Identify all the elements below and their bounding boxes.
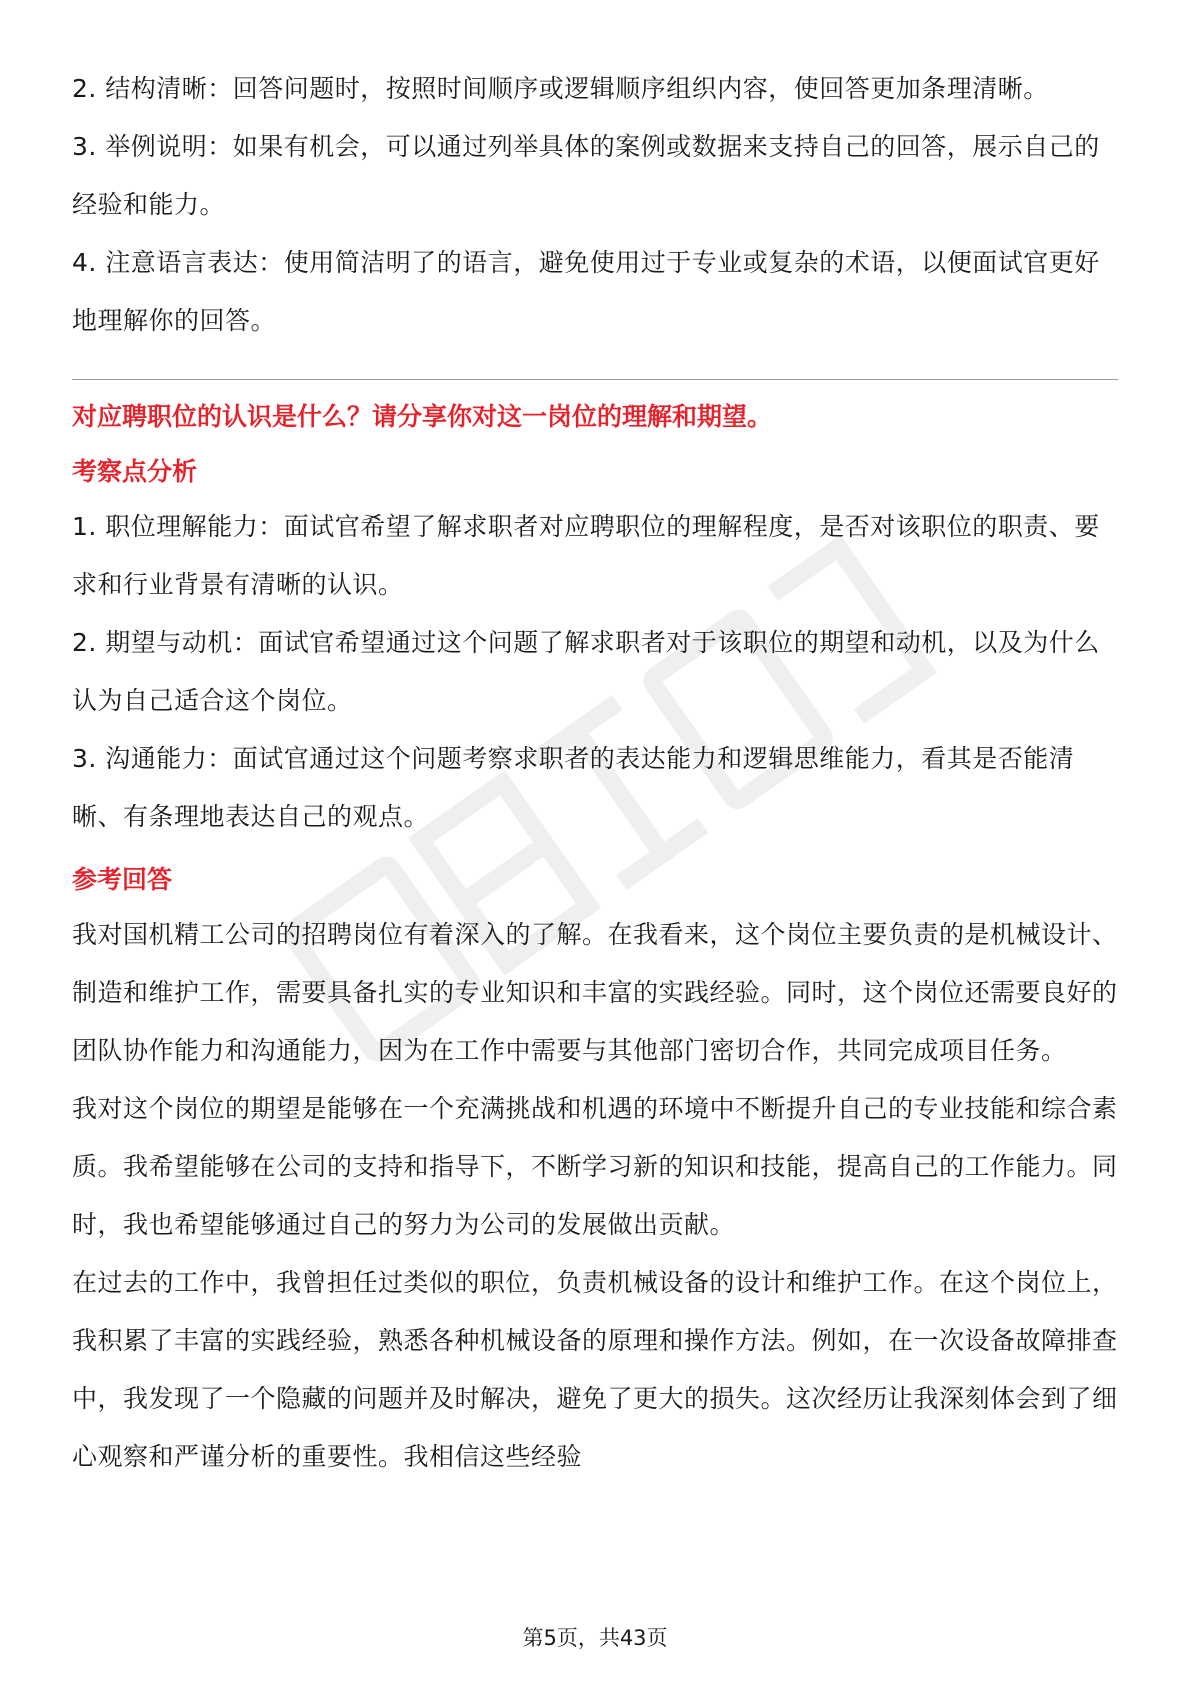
answer-heading: 参考回答 [72, 865, 173, 894]
answer-paragraph: 我对这个岗位的期望是能够在一个充满挑战和机遇的环境中不断提升自己的专业技能和综合素质。我希望能够在公司的支持和指导下，不断学习新的知识和技能，提高自己的工作能力。同时，我也希望能够通过自己的努力为公司的发展做出贡献。 [72, 1094, 1118, 1239]
section-divider [72, 379, 1118, 380]
answer-paragraph: 我对国机精工公司的招聘岗位有着深入的了解。在我看来，这个岗位主要负责的是机械设计、制造和维护工作，需要具备扎实的专业知识和丰富的实践经验。同时，这个岗位还需要良好的团队协作能力和沟通能力，因为在工作中需要与其他部门密切合作，共同完成项目任务。 [72, 920, 1118, 1065]
page-number: 第5页，共43页 [522, 1626, 668, 1650]
question-title: 对应聘职位的认识是什么？请分享你对这一岗位的理解和期望。 [72, 402, 773, 431]
analysis-list [72, 498, 1118, 846]
list-item: 3. 举例说明：如果有机会，可以通过列举具体的案例或数据来支持自己的回答，展示自己的经验和能力。 [72, 132, 1100, 219]
list-item: 1. 职位理解能力：面试官希望了解求职者对应聘职位的理解程度，是否对该职位的职责、要求和行业背景有清晰的认识。 [72, 512, 1100, 599]
previous-section-list [72, 60, 1118, 350]
list-item: 2. 期望与动机：面试官希望通过这个问题了解求职者对于该职位的期望和动机，以及为什么认为自己适合这个岗位。 [72, 628, 1100, 715]
document-page [72, 60, 1118, 1486]
answer-body [72, 906, 1118, 1486]
answer-paragraph: 在过去的工作中，我曾担任过类似的职位，负责机械设备的设计和维护工作。在这个岗位上，我积累了丰富的实践经验，熟悉各种机械设备的原理和操作方法。例如，在一次设备故障排查中，我发现了一个隐藏的问题并及时解决，避免了更大的损失。这次经历让我深刻体会到了细心观察和严谨分析的重要性。我相信这些经验 [72, 1268, 1118, 1471]
list-item: 2. 结构清晰：回答问题时，按照时间顺序或逻辑顺序组织内容，使回答更加条理清晰。 [72, 74, 1049, 103]
list-item: 4. 注意语言表达：使用简洁明了的语言，避免使用过于专业或复杂的术语，以便面试官更好地理解你的回答。 [72, 248, 1100, 335]
analysis-heading: 考察点分析 [72, 457, 198, 486]
list-item: 3. 沟通能力：面试官通过这个问题考察求职者的表达能力和逻辑思维能力，看其是否能清晰、有条理地表达自己的观点。 [72, 744, 1075, 831]
